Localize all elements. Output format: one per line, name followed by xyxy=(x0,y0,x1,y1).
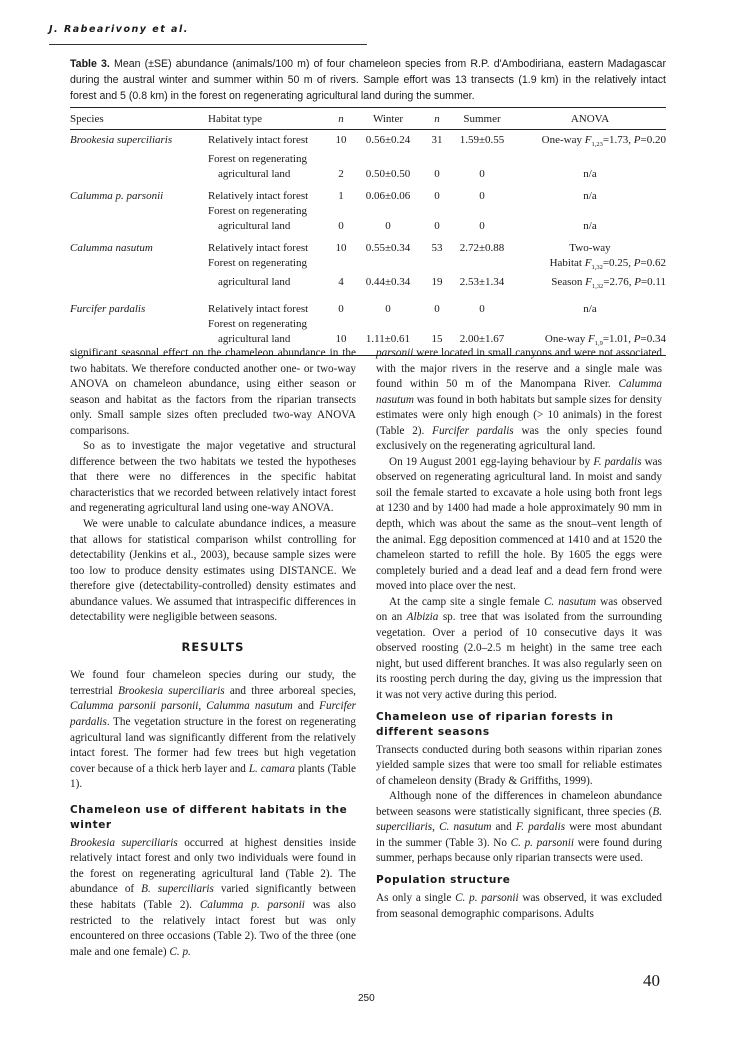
winter-cell xyxy=(352,256,424,275)
table-row xyxy=(70,152,666,167)
n-winter-cell: 1 xyxy=(338,190,344,203)
col-header-habitat: Habitat type xyxy=(208,112,263,125)
n-winter-cell xyxy=(330,317,352,332)
habitat-cell: Forest on regenerating xyxy=(208,317,307,330)
col-header-summer: Summer xyxy=(463,112,501,125)
table-header-row xyxy=(70,108,666,130)
anova-cell: n/a xyxy=(583,302,597,315)
n-summer-cell: 0 xyxy=(434,190,440,203)
anova-cell xyxy=(514,204,666,219)
winter-cell: 0 xyxy=(385,302,391,315)
n-winter-cell: 10 xyxy=(335,332,347,345)
col-header-n-winter: n xyxy=(338,112,344,125)
anova-cell: Habitat $F_{1,32}=0.25$, P=0.62 xyxy=(549,257,666,272)
table-caption-label: Table 3. xyxy=(70,58,110,70)
paragraph: So as to investigate the major vegetative and structural difference between the two habitats we tested the hypotheses that there were no differences in the specific habitat characteristics that we recorded between relatively intact forest and regenerating agricultural land using one-way ANOVA. xyxy=(70,440,356,515)
species-cell xyxy=(70,275,208,294)
habitat-cell: Forest on regenerating xyxy=(208,205,307,218)
left-column xyxy=(70,346,356,960)
winter-cell: 0 xyxy=(385,220,391,233)
n-summer-cell xyxy=(424,152,450,167)
habitat-cell: agricultural land xyxy=(218,332,291,345)
species-cell xyxy=(70,152,208,167)
anova-cell: n/a xyxy=(583,168,597,181)
paragraph: Although none of the differences in chameleon abundance between seasons were statistically significant, three species (B. superciliaris, C. nasutum and F. pardalis were most abundant in the summer (Table 3). No C. p. parsonii were found during summer, perhaps because only riparian transects were used. xyxy=(376,790,662,865)
n-summer-cell xyxy=(424,204,450,219)
summer-cell xyxy=(450,152,514,167)
table-row xyxy=(70,275,666,294)
anova-cell: One-way $F_{1,9}=1.01$, P=0.34 xyxy=(544,332,666,347)
section-subheading: Chameleon use of riparian forests in different seasons xyxy=(376,710,614,738)
n-summer-cell: 31 xyxy=(431,134,443,146)
page-number: 40 xyxy=(643,971,660,990)
n-winter-cell: 10 xyxy=(335,134,347,146)
species-cell: Brookesia superciliaris xyxy=(70,134,173,146)
summer-cell xyxy=(450,256,514,275)
running-head: J. Rabearivony et al. xyxy=(49,24,189,35)
habitat-cell: Forest on regenerating xyxy=(208,257,307,270)
species-cell xyxy=(70,167,208,182)
n-winter-cell: 10 xyxy=(335,242,347,255)
n-winter-cell xyxy=(330,152,352,167)
winter-cell: 1.11±0.61 xyxy=(365,332,411,345)
table-row xyxy=(70,295,666,317)
results-heading: RESULTS xyxy=(181,639,245,654)
paragraph: Transects conducted during both seasons within riparian zones yielded sample sizes that were too small for reliable estimates of chameleon density (Brady & Griffiths, 1999). xyxy=(376,743,662,787)
summer-cell: 0 xyxy=(479,168,485,181)
table-row xyxy=(70,234,666,256)
winter-cell: 0.50±0.50 xyxy=(365,168,411,181)
winter-cell: 0.56±0.24 xyxy=(365,134,411,146)
species-cell: Calumma p. parsonii xyxy=(70,190,164,203)
summer-cell: 0 xyxy=(479,220,485,233)
paragraph: At the camp site a single female C. nasutum was observed on an Albizia sp. tree that was isolated from the surrounding vegetation. Over a period of 10 consecutive days it was observed roosting (2.0–2.5 m height) in the same tree each night, but used different branches. It was also regularly seen on its roosting perch during the day, giving us the impression that it was not very active during this period. xyxy=(376,595,663,702)
winter-cell xyxy=(352,317,424,332)
species-cell: Furcifer pardalis xyxy=(70,302,146,315)
winter-cell xyxy=(352,152,424,167)
paragraph: We found four chameleon species during our study, the terrestrial Brookesia superciliaris and three arboreal species, Calumma parsonii parsonii, Calumma nasutum and Furcifer pardalis. The vegetation structure in the forest on regenerating agricultural land was significantly different from the relatively intact forest. The former had few trees but high vegetation cover because of a thick herb layer and L. camara plants (Table 1). xyxy=(70,669,357,791)
habitat-cell: agricultural land xyxy=(218,220,291,233)
paragraph: Brookesia superciliaris occurred at highest densities inside relatively intact forest and only two individuals were found in the forest on regenerating agricultural land (Table 2). The abundance of B. superciliaris varied significantly between these habitats (Table 2). Calumma p. parsonii was also restricted to the relatively intact forest but was only encountered on three occasions (Table 2). Two of the three (one male and one female) C. p. xyxy=(70,836,356,958)
summer-cell xyxy=(450,317,514,332)
n-summer-cell: 15 xyxy=(431,332,443,345)
table-row xyxy=(70,204,666,219)
table-caption xyxy=(70,56,666,104)
winter-cell: 0.06±0.06 xyxy=(365,190,411,203)
col-header-species: Species xyxy=(70,112,104,125)
anova-cell xyxy=(514,152,666,167)
anova-cell: n/a xyxy=(583,220,597,233)
col-header-anova: ANOVA xyxy=(570,112,610,125)
habitat-cell: agricultural land xyxy=(218,276,291,289)
table-caption-text: Mean (±SE) abundance (animals/100 m) of four chameleon species from R.P. d'Ambodiriana, eastern Madagascar during the austral winter and summer within 50 m of rivers. Sample effort was 13 transects (1.9 km) in the relatively intact forest and 5 (0.8 km) in the forest on regenerating agricultural land during the summer. xyxy=(70,58,666,102)
summer-cell: 2.00±1.67 xyxy=(459,332,505,345)
anova-cell: Two-way xyxy=(569,242,611,255)
n-summer-cell: 0 xyxy=(434,168,440,181)
winter-cell xyxy=(352,204,424,219)
folio: 250 xyxy=(358,993,375,1004)
habitat-cell: agricultural land xyxy=(218,168,291,181)
table-row xyxy=(70,219,666,234)
winter-cell: 0.44±0.34 xyxy=(365,276,411,289)
n-summer-cell xyxy=(424,317,450,332)
paragraph: We were unable to calculate abundance indices, a measure that allows for statistical comparison whilst controlling for detectability (Jenkins et al., 2003), because sample sizes were too low to produce density estimates using DISTANCE. We therefore give (detectability-controlled) density estimates and abundance values. We assumed that intraspecific differences in detectability were negligible between seasons. xyxy=(70,518,356,624)
paragraph: significant seasonal effect on the chameleon abundance in the two habitats. We therefore conducted another one- or two-way ANOVA on chameleon abundance, using either season or season and habitat as the factors from the riparian transects only. Small sample sizes often precluded two-way ANOVA comparisons. xyxy=(70,347,356,437)
species-cell xyxy=(70,219,208,234)
anova-cell xyxy=(514,317,666,332)
habitat-cell: Forest on regenerating xyxy=(208,153,307,166)
n-summer-cell xyxy=(424,256,450,275)
header-rule xyxy=(49,44,367,45)
summer-cell: 1.59±0.55 xyxy=(459,134,505,146)
n-winter-cell: 0 xyxy=(338,220,344,233)
species-cell xyxy=(70,317,208,332)
habitat-cell: Relatively intact forest xyxy=(208,190,309,203)
section-subheading: Chameleon use of different habitats in the winter xyxy=(70,803,348,831)
table-row xyxy=(70,130,666,153)
species-cell: Calumma nasutum xyxy=(70,242,153,255)
col-header-n-summer: n xyxy=(434,112,440,125)
col-header-winter: Winter xyxy=(372,112,404,125)
summer-cell xyxy=(450,204,514,219)
winter-cell: 0.55±0.34 xyxy=(365,242,411,255)
n-winter-cell: 0 xyxy=(338,302,344,315)
summer-cell: 0 xyxy=(479,302,485,315)
anova-cell: n/a xyxy=(583,190,597,203)
table-row xyxy=(70,182,666,204)
summer-cell: 0 xyxy=(479,190,485,203)
species-cell xyxy=(70,256,208,275)
n-summer-cell: 53 xyxy=(431,242,443,255)
paragraph: On 19 August 2001 egg-laying behaviour by F. pardalis was observed on regenerating agricultural land. In moist and sandy soil the female started to excavate a hole using both front legs at 1230 and by 1400 had made a hole approximately 90 mm in depth, which was about the same as the snout–vent length of the animal. Egg deposition commenced at 1410 and at 1520 the chameleon started to refill the hole. By 1605 the eggs were completely buried and a dead leaf and a dead fern frond were moved into place over the nest. xyxy=(376,455,663,593)
anova-cell: One-way $F_{1,23}=1.73$, P=0.20 xyxy=(541,134,666,149)
abundance-table xyxy=(70,107,666,356)
habitat-cell: Relatively intact forest xyxy=(208,242,309,255)
summer-cell: 2.53±1.34 xyxy=(459,276,505,289)
n-winter-cell xyxy=(330,256,352,275)
n-summer-cell: 19 xyxy=(431,276,443,289)
anova-cell: Season $F_{1,32}=2.76$, P=0.11 xyxy=(551,276,666,291)
n-summer-cell: 0 xyxy=(434,220,440,233)
n-winter-cell: 2 xyxy=(338,168,344,181)
summer-cell: 2.72±0.88 xyxy=(459,242,505,255)
paragraph: parsonii were located in small canyons and were not associated with the major rivers in the reserve and a single male was found within 50 m of the Manompana River. Calumma nasutum was found in both habitats but sample sizes for density estimates were only high enough (> 10 animals) in the forest (Table 2). Furcifer pardalis was the only species found exclusively on the regenerating agricultural land. xyxy=(376,347,662,453)
table-row xyxy=(70,317,666,332)
section-subheading: Population structure xyxy=(376,873,511,886)
habitat-cell: Relatively intact forest xyxy=(208,134,309,146)
paragraph: As only a single C. p. parsonii was observed, it was excluded from seasonal demographic comparisons. Adults xyxy=(376,891,663,920)
n-summer-cell: 0 xyxy=(434,302,440,315)
n-winter-cell: 4 xyxy=(338,276,344,289)
n-winter-cell xyxy=(330,204,352,219)
species-cell xyxy=(70,204,208,219)
table-row xyxy=(70,256,666,275)
table-row xyxy=(70,167,666,182)
right-column xyxy=(376,346,662,922)
habitat-cell: Relatively intact forest xyxy=(208,302,309,315)
